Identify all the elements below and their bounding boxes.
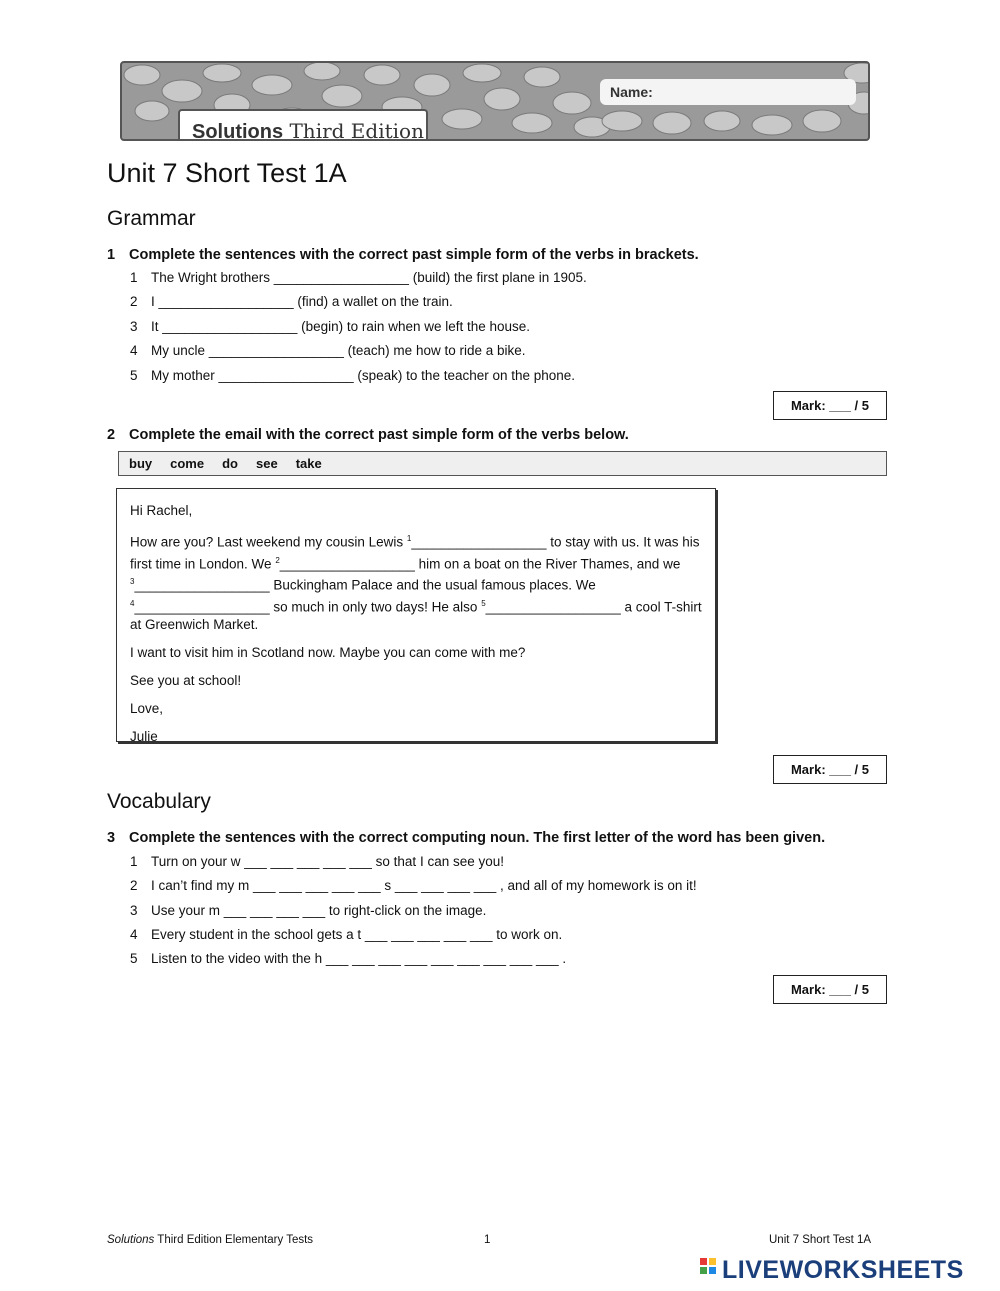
item-text: Turn on your w ___ ___ ___ ___ ___ so that I can see you! — [151, 854, 504, 869]
email-box — [116, 488, 716, 742]
q1-item[interactable] — [130, 343, 526, 358]
item-text: Every student in the school gets a t ___ ___ ___ ___ ___ to work on. — [151, 927, 563, 942]
item-number: 5 — [130, 951, 138, 966]
word-box — [118, 451, 887, 476]
email-text: __________________ him on a boat on the River Thames, and we — [279, 556, 681, 571]
email-text: __________________ to stay with us. It was his first time in London. We — [130, 534, 700, 571]
q3-number: 3 — [107, 830, 116, 846]
footer-left — [107, 1234, 313, 1246]
logo-square — [709, 1258, 716, 1265]
item-text: It __________________ (begin) to rain when we left the house. — [151, 319, 531, 334]
item-text: Listen to the video with the h ___ ___ ___ ___ ___ ___ ___ ___ ___ . — [151, 951, 567, 966]
email-signoff: Love, — [130, 701, 164, 716]
item-number: 4 — [130, 343, 138, 358]
item-text: My mother __________________ (speak) to the teacher on the phone. — [151, 368, 576, 383]
item-number: 1 — [130, 270, 138, 285]
word-item: take — [295, 456, 322, 471]
q3-instruction — [107, 830, 825, 846]
logo-regular-text: Third Edition — [283, 119, 424, 141]
item-text: My uncle __________________ (teach) me how to ride a bike. — [151, 343, 526, 358]
header-banner — [120, 61, 870, 141]
q2-number: 2 — [107, 427, 116, 443]
email-text: How are you? Last weekend my cousin Lewis — [130, 534, 407, 550]
email-signature: Julie — [130, 729, 158, 744]
solutions-logo — [178, 109, 428, 141]
email-paragraph-1 — [130, 530, 703, 634]
logo-square — [700, 1258, 707, 1265]
q1-instruction — [107, 247, 699, 263]
word-item: do — [222, 456, 238, 471]
page-title: Unit 7 Short Test 1A — [107, 158, 347, 188]
email-text: __________________ a cool T-shirt at Greenwich Market. — [130, 599, 702, 632]
q3-instruction-text: Complete the sentences with the correct computing noun. The first letter of the word has been given. — [129, 830, 826, 846]
item-number: 2 — [130, 878, 138, 893]
footer-series: Solutions — [107, 1234, 155, 1246]
word-item: come — [170, 456, 205, 471]
q1-item[interactable] — [130, 368, 575, 383]
logo-square — [709, 1267, 716, 1274]
grammar-heading: Grammar — [107, 207, 196, 230]
q1-instruction-text: Complete the sentences with the correct past simple form of the verbs in brackets. — [129, 247, 699, 263]
q3-item[interactable] — [130, 951, 566, 966]
item-number: 5 — [130, 368, 138, 383]
gap-number: 3 — [130, 577, 135, 586]
item-number: 2 — [130, 294, 138, 309]
q1-number: 1 — [107, 247, 116, 263]
item-number: 3 — [130, 319, 138, 334]
email-paragraph-3: See you at school! — [130, 673, 242, 688]
page-number: 1 — [484, 1234, 491, 1246]
logo-square — [700, 1267, 707, 1274]
name-label: Name: — [610, 84, 653, 100]
gap-number: 4 — [130, 598, 135, 608]
q3-item[interactable] — [130, 878, 697, 893]
gap-number: 2 — [275, 555, 280, 565]
item-text: Use your m ___ ___ ___ ___ to right-click on the image. — [151, 903, 487, 918]
gap-number: 1 — [406, 534, 412, 543]
q3-item[interactable] — [130, 903, 486, 918]
q3-item[interactable] — [130, 927, 562, 942]
logo-bold-text: Solutions — [192, 121, 284, 141]
item-text: The Wright brothers __________________ (build) the first plane in 1905. — [151, 270, 587, 285]
email-text: __________________ so much in only two days! He also — [134, 599, 482, 614]
word-item: buy — [129, 456, 153, 471]
item-text: I can’t find my m ___ ___ ___ ___ ___ s ___ ___ ___ ___ , and all of my homework is on it! — [151, 878, 697, 893]
q3-item[interactable] — [130, 854, 504, 869]
footer-right: Unit 7 Short Test 1A — [769, 1234, 872, 1246]
item-number: 1 — [130, 854, 138, 869]
footer-book: Third Edition Elementary Tests — [154, 1234, 314, 1246]
q2-mark-box: Mark: ___ / 5 — [773, 755, 887, 784]
email-greeting: Hi Rachel, — [130, 503, 193, 518]
item-number: 4 — [130, 927, 138, 942]
gap-number: 5 — [481, 598, 486, 608]
q2-instruction-text: Complete the email with the correct past simple form of the verbs below. — [129, 427, 629, 443]
liveworksheets-text: LIVEWORKSHEETS — [722, 1256, 964, 1284]
word-item: see — [255, 456, 278, 471]
vocabulary-heading: Vocabulary — [107, 790, 211, 813]
q1-item[interactable] — [130, 294, 453, 309]
item-text: I __________________ (find) a wallet on the train. — [151, 294, 453, 309]
q3-mark-box: Mark: ___ / 5 — [773, 975, 887, 1004]
item-number: 3 — [130, 903, 138, 918]
q2-instruction — [107, 427, 629, 443]
email-paragraph-2: I want to visit him in Scotland now. Maybe you can come with me? — [130, 645, 526, 660]
name-field[interactable] — [600, 79, 856, 105]
email-text: __________________ Buckingham Palace and the usual famous places. We — [134, 577, 596, 593]
q1-item[interactable] — [130, 319, 530, 334]
q1-mark-box: Mark: ___ / 5 — [773, 391, 887, 420]
q1-item[interactable] — [130, 270, 587, 285]
